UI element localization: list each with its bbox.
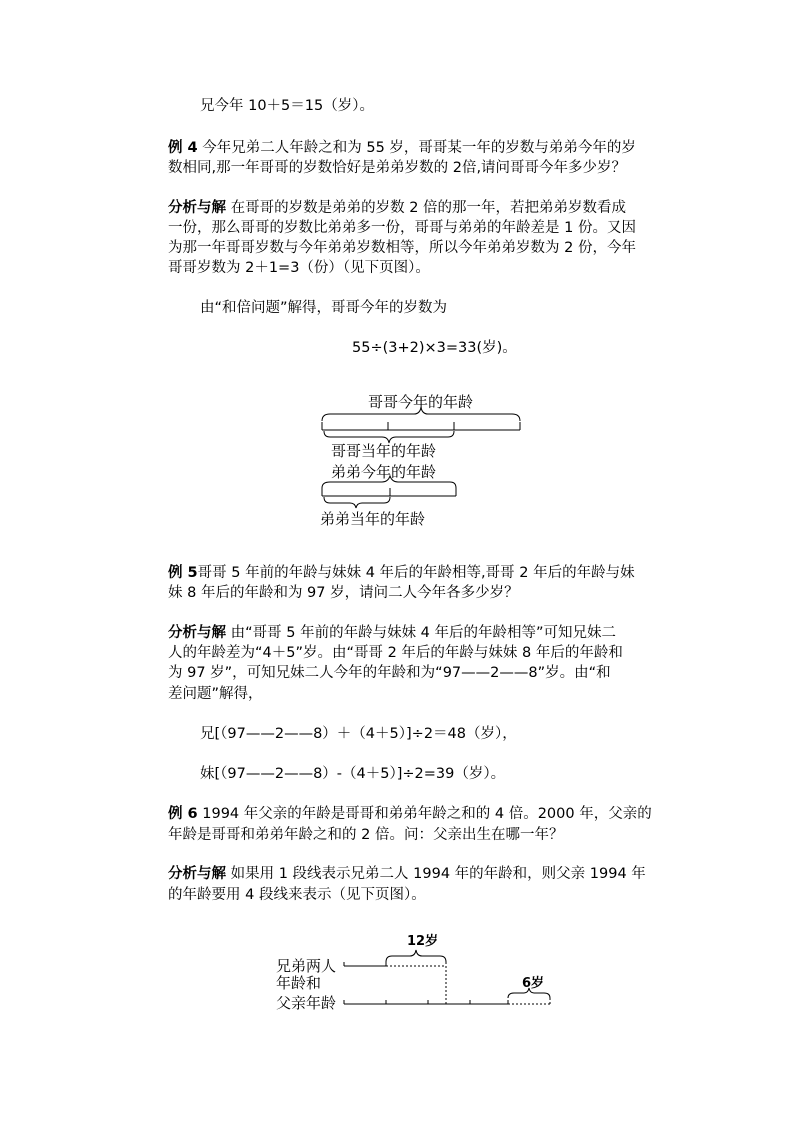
analysis-6-text-1: 如果用 1 段线表示兄弟二人 1994 年的年龄和，则父亲 1994 年 (230, 866, 646, 882)
example-5-line-2: 妹 8 年后的年龄和为 97 岁，请问二人今年各多少岁？ (168, 585, 519, 601)
analysis-4-line-4: 哥哥岁数为 2＋1=3（份）（见下页图）。 (168, 260, 430, 276)
analysis-5-text-1: 由“哥哥 5 年前的年龄与妹妹 4 年后的年龄相等”可知兄妹二 (230, 625, 617, 641)
example-6-text-1: 1994 年父亲的年龄是哥哥和弟弟年龄之和的 4 倍。2000 年，父亲的 (202, 806, 652, 822)
example-4-label: 例 4 (168, 140, 198, 156)
analysis-4-line-2: 一份，那么哥哥的岁数比弟弟多一份，哥哥与弟弟的年龄差是 1 份。又因 (168, 220, 636, 236)
example-5-text-1: 哥哥 5 年前的年龄与妹妹 4 年后的年龄相等,哥哥 2 年后的年龄与妹 (197, 565, 635, 581)
diagram1-label-2: 哥哥当年的年龄 (331, 442, 437, 460)
example-4-line-2: 数相同,那一年哥哥的岁数恰好是弟弟岁数的 2倍,请问哥哥今年多少岁？ (168, 160, 627, 176)
analysis-5-label: 分析与解 (168, 625, 226, 641)
label-age-sum: 年龄和 (276, 974, 322, 992)
example-6-label: 例 6 (168, 806, 198, 822)
analysis-5-line-3: 为 97 岁”，可知兄妹二人今年的年龄和为“97——2——8”岁。由“和 (168, 665, 611, 681)
analysis-5-formula-2: 妹[（97——2——8）-（4＋5）]÷2=39（岁）。 (200, 766, 506, 782)
example-5-label: 例 5 (168, 565, 198, 581)
diagram1-label-4: 弟弟当年的年龄 (320, 510, 426, 528)
example-6-line-2: 年龄是哥哥和弟弟年龄之和的 2 倍。问：父亲出生在哪一年？ (168, 827, 564, 843)
label-6: 6岁 (522, 976, 545, 991)
analysis-4-formula: 55÷(3+2)×3=33(岁)。 (352, 340, 517, 356)
analysis-5-line-2: 人的年龄差为“4＋5”岁。由“哥哥 2 年后的年龄与妹妹 8 年后的年龄和 (168, 645, 623, 661)
example-4-text-1: 今年兄弟二人年龄之和为 55 岁，哥哥某一年的岁数与弟弟今年的岁 (202, 140, 636, 156)
analysis-4-line-5: 由“和倍问题”解得，哥哥今年的岁数为 (200, 300, 448, 316)
analysis-6-line-2: 的年龄要用 4 段线来表示（见下页图）。 (168, 887, 426, 903)
analysis-4-line-3: 为那一年哥哥岁数与今年弟弟岁数相等，所以今年弟弟岁数为 2 份，今年 (168, 240, 636, 256)
diagram1-top-label: 哥哥今年的年龄 (368, 393, 474, 411)
analysis-5-formula-1: 兄[（97——2——8）＋（4＋5）]÷2＝48（岁）， (200, 726, 517, 742)
label-12: 12岁 (407, 934, 439, 949)
label-brothers: 兄弟两人 (276, 957, 337, 975)
analysis-5-line-4: 差问题”解得， (168, 686, 263, 702)
diagram1-label-3: 弟弟今年的年龄 (331, 463, 437, 481)
label-father-age: 父亲年龄 (276, 994, 337, 1012)
analysis-6-label: 分析与解 (168, 866, 226, 882)
brace-12 (386, 950, 446, 962)
analysis-4-label: 分析与解 (168, 200, 226, 216)
analysis-4-text-1: 在哥哥的岁数是弟弟的岁数 2 倍的那一年，若把弟弟岁数看成 (230, 200, 627, 216)
line-brother-age: 兄今年 10＋5＝15（岁）。 (200, 98, 374, 114)
